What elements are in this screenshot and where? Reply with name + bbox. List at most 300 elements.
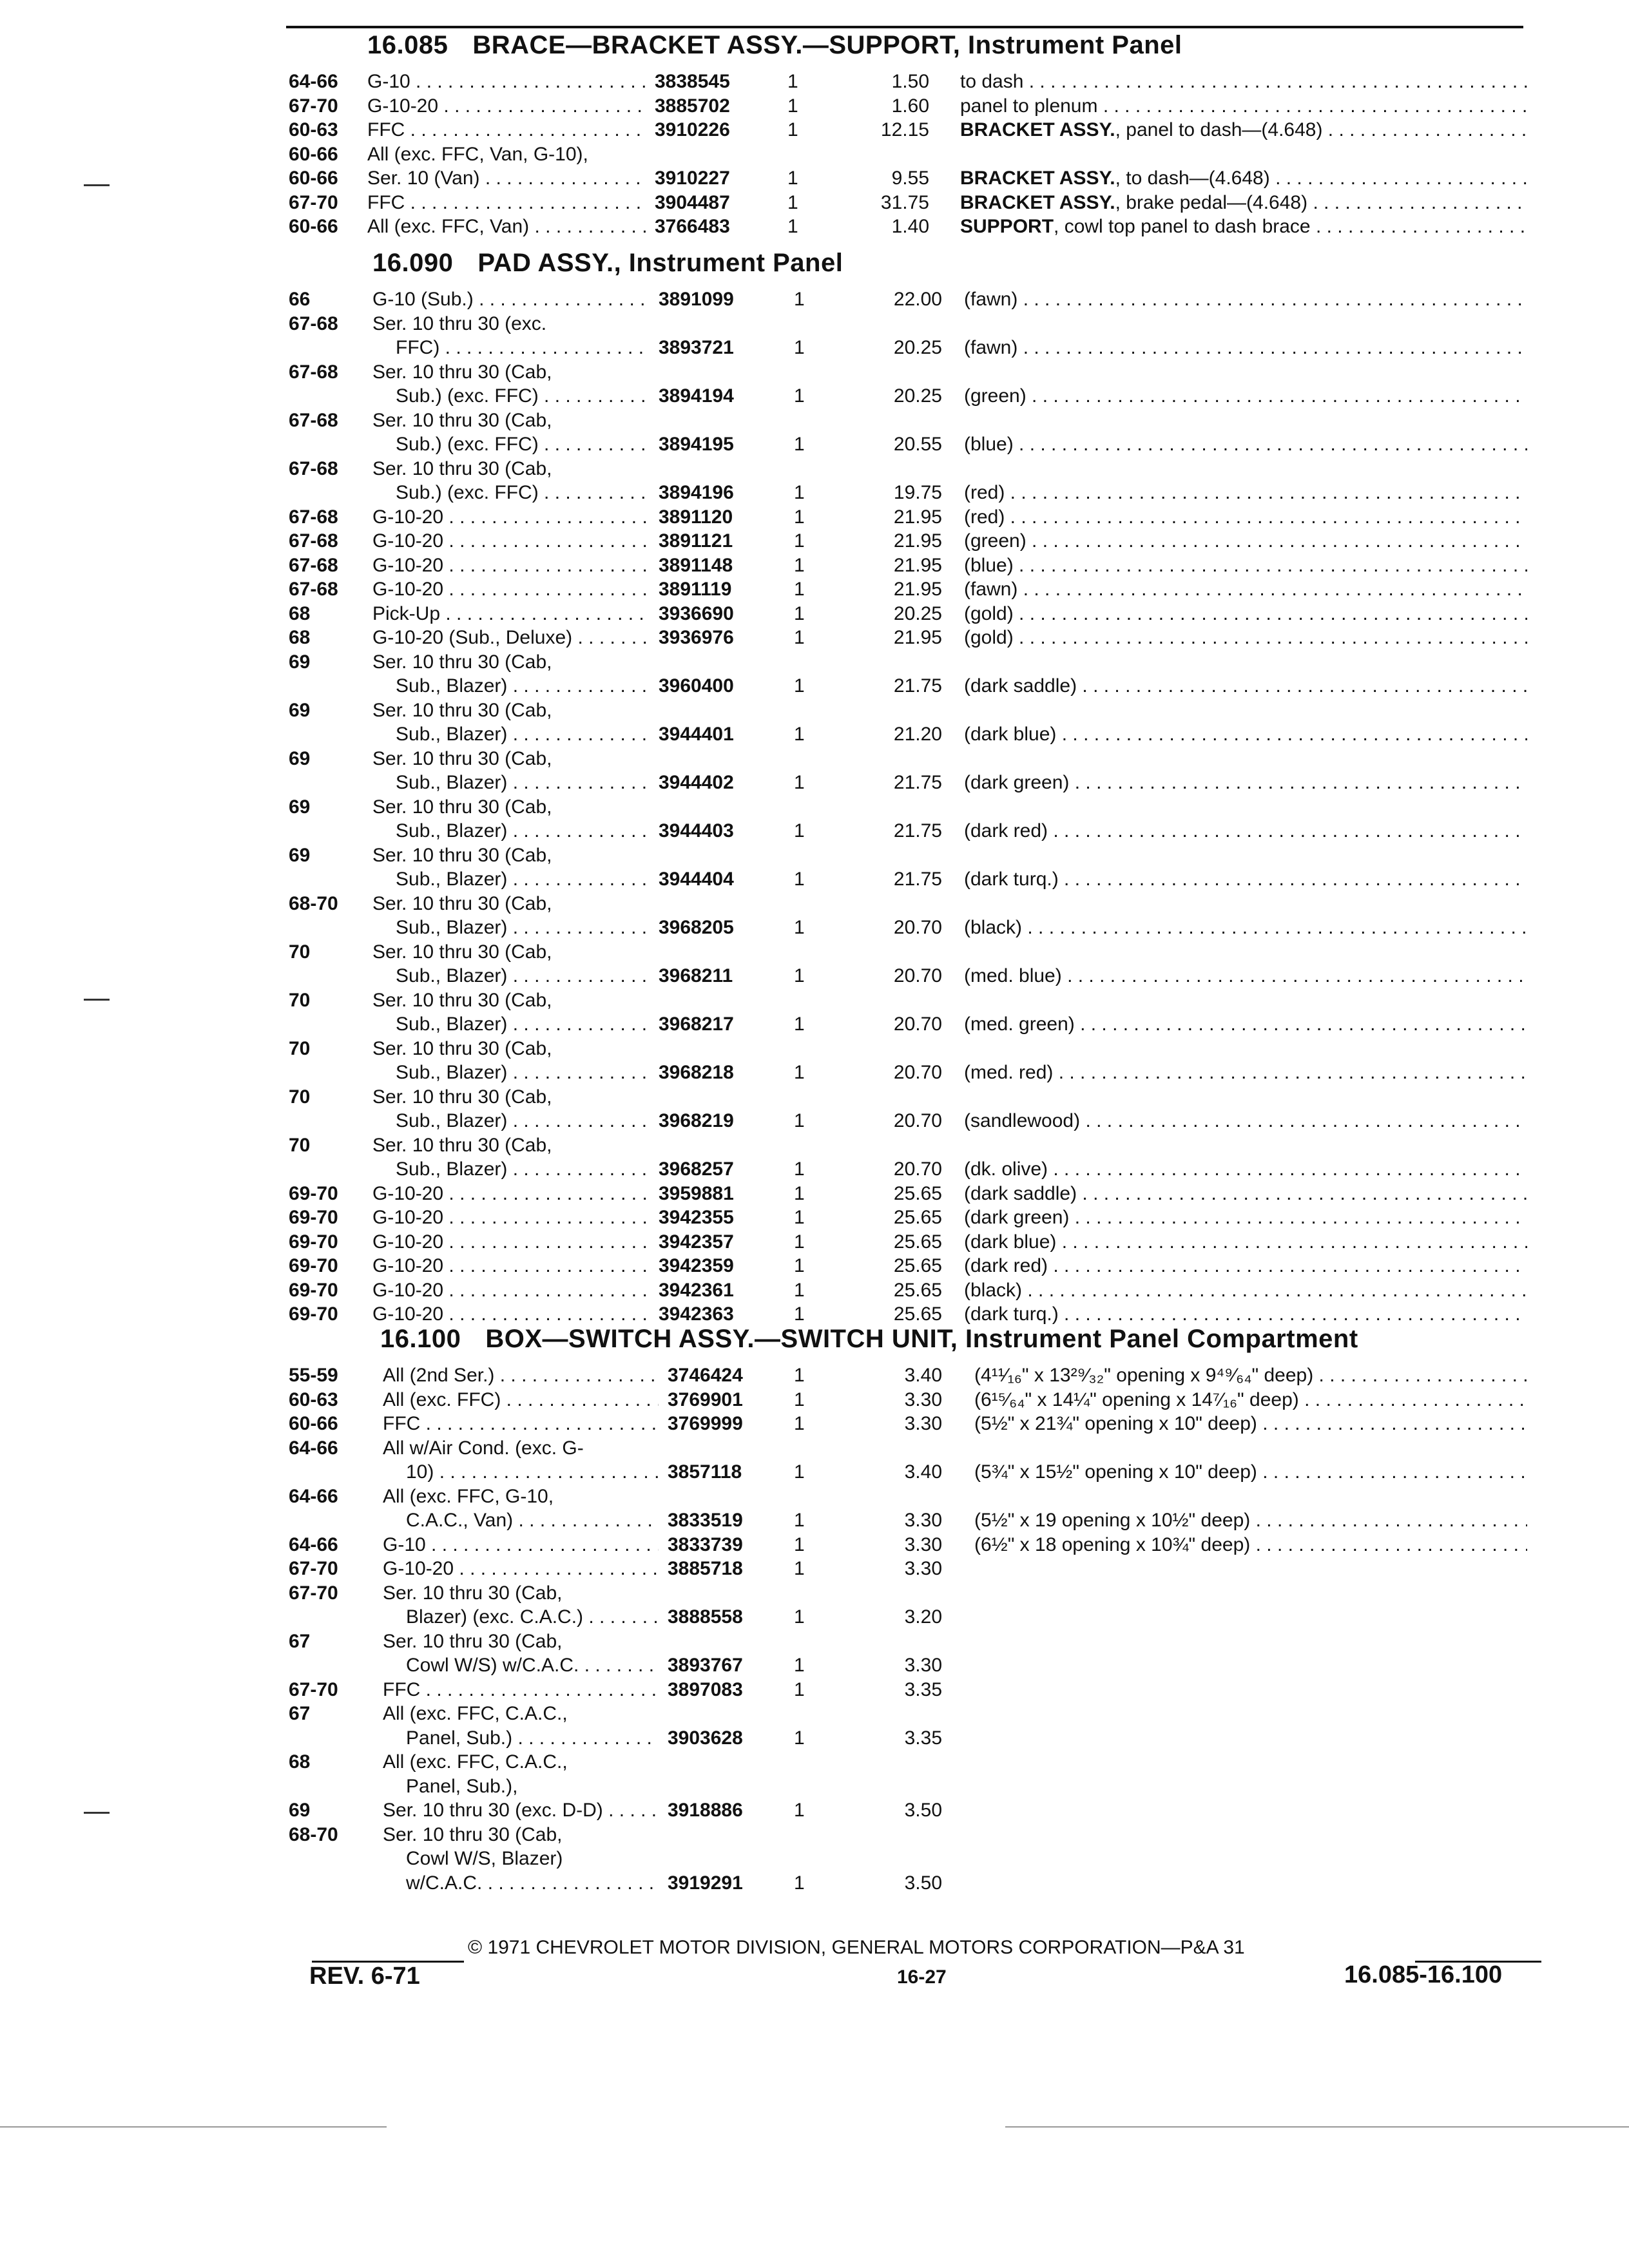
table-row <box>0 1086 1629 1135</box>
year-range: 67-68 <box>289 457 338 479</box>
list-price: 25.65 <box>893 1279 942 1301</box>
model-description: FFC . . . <box>367 192 646 214</box>
table-row <box>0 1582 1629 1631</box>
year-range: 67-68 <box>289 506 338 528</box>
quantity: 1 <box>787 168 798 189</box>
footer-section-range: 16.085-16.100 <box>1344 1961 1503 1988</box>
part-number: 3894194 <box>659 385 734 407</box>
list-price: 20.25 <box>893 602 942 624</box>
table-row <box>0 1231 1629 1256</box>
part-number: 3944403 <box>659 820 734 841</box>
part-number: 3944404 <box>659 869 734 890</box>
model-description: Ser. 10 thru 30 (Cab, <box>372 941 552 963</box>
quantity: 1 <box>794 1558 805 1579</box>
quantity: 1 <box>794 482 805 503</box>
model-description: Pick-Up . . . <box>372 603 650 625</box>
part-description: (dark blue) . . . <box>964 1231 1527 1253</box>
year-range: 60-63 <box>289 1389 338 1410</box>
list-price: 3.50 <box>904 1800 942 1821</box>
table-row <box>0 119 1629 144</box>
table-row <box>0 555 1629 579</box>
list-price: 3.30 <box>904 1533 942 1555</box>
model-description: All (exc. FFC, G-10, <box>383 1485 554 1507</box>
year-range: 69 <box>289 796 311 818</box>
list-price: 12.15 <box>880 119 929 140</box>
quantity: 1 <box>794 289 805 310</box>
year-range: 66 <box>289 289 311 310</box>
quantity: 1 <box>794 820 805 841</box>
quantity: 1 <box>794 1014 805 1035</box>
part-number: 3766483 <box>655 216 730 237</box>
part-number: 3888558 <box>668 1606 743 1628</box>
model-description: All (exc. FFC, C.A.C., <box>383 1751 568 1773</box>
year-range: 67-68 <box>289 312 338 334</box>
table-row <box>0 168 1629 192</box>
year-range: 68-70 <box>289 1823 338 1845</box>
part-description: (dark green) . . . <box>964 772 1527 794</box>
part-number: 3903628 <box>668 1727 743 1749</box>
table-row <box>0 845 1629 893</box>
part-description: (dark blue) . . . <box>964 724 1527 745</box>
year-range: 69 <box>289 1800 311 1821</box>
part-number: 3942355 <box>659 1207 734 1228</box>
model-description-cont: FFC) . . . <box>396 337 650 359</box>
part-number: 3919291 <box>668 1872 743 1894</box>
table-row <box>0 289 1629 313</box>
list-price: 21.95 <box>893 530 942 552</box>
year-range: 64-66 <box>289 1485 338 1507</box>
part-number: 3894195 <box>659 434 734 455</box>
list-price: 25.65 <box>893 1303 942 1325</box>
model-description-cont: Sub., Blazer) . . . <box>396 675 650 697</box>
quantity: 1 <box>787 216 798 237</box>
table-row <box>0 410 1629 458</box>
table-row <box>0 458 1629 506</box>
table-row <box>0 1365 1629 1389</box>
year-range: 60-66 <box>289 1413 338 1434</box>
quantity: 1 <box>794 724 805 745</box>
part-description: (med. blue) . . . <box>964 965 1527 987</box>
model-description: Ser. 10 thru 30 (Cab, <box>372 796 552 818</box>
model-description: FFC . . . <box>383 1413 659 1435</box>
list-price: 20.70 <box>893 1062 942 1083</box>
table-row <box>0 506 1629 531</box>
section-number: 16.090 <box>372 249 454 277</box>
model-description-cont: Cowl W/S, Blazer) <box>406 1848 563 1869</box>
part-number: 3936976 <box>659 627 734 648</box>
list-price: 25.65 <box>893 1231 942 1253</box>
list-price: 3.30 <box>904 1558 942 1579</box>
quantity: 1 <box>787 191 798 213</box>
quantity: 1 <box>794 772 805 793</box>
part-description: SUPPORT, cowl top panel to dash brace . . . <box>960 216 1527 238</box>
quantity: 1 <box>794 530 805 552</box>
part-description: (dark turq.) . . . <box>964 869 1527 890</box>
quantity: 1 <box>794 337 805 358</box>
table-row <box>0 1824 1629 1897</box>
model-description: Ser. 10 thru 30 (Cab, <box>383 1823 563 1845</box>
part-description: (black) . . . <box>964 1280 1527 1302</box>
model-description: Ser. 10 thru 30 (exc. <box>372 312 547 334</box>
list-price: 20.55 <box>893 434 942 455</box>
part-description: (dark red) . . . <box>964 1255 1527 1277</box>
list-price: 3.35 <box>904 1678 942 1700</box>
model-description: Ser. 10 thru 30 (Cab, <box>372 1134 552 1156</box>
model-description: G-10-20 . . . <box>372 530 650 552</box>
part-number: 3968205 <box>659 917 734 938</box>
part-description: (blue) . . . <box>964 555 1527 577</box>
quantity: 1 <box>794 434 805 455</box>
part-number: 3838545 <box>655 71 730 92</box>
model-description-cont: Cowl W/S) w/C.A.C. . . . <box>406 1655 659 1677</box>
model-description: G-10 . . . <box>367 71 646 93</box>
part-description: (dark saddle) . . . <box>964 1183 1527 1205</box>
table-row <box>0 1534 1629 1559</box>
list-price: 20.70 <box>893 1158 942 1180</box>
model-description: Ser. 10 (Van) . . . <box>367 168 646 189</box>
list-price: 20.70 <box>893 965 942 986</box>
part-description: panel to plenum . . . <box>960 95 1527 117</box>
table-row <box>0 893 1629 941</box>
year-range: 64-66 <box>289 1437 338 1459</box>
model-description-cont: Sub., Blazer) . . . <box>396 965 650 987</box>
quantity: 1 <box>794 1533 805 1555</box>
year-range: 69-70 <box>289 1303 338 1325</box>
part-number: 3891148 <box>659 554 733 576</box>
quantity: 1 <box>787 71 798 92</box>
table-row <box>0 95 1629 120</box>
year-range: 69-70 <box>289 1182 338 1204</box>
part-number: 3942357 <box>659 1231 734 1253</box>
model-description-cont: Panel, Sub.), <box>406 1775 518 1797</box>
part-type-label: BRACKET ASSY. <box>960 191 1115 213</box>
part-number: 3942363 <box>659 1303 734 1325</box>
part-number: 3968218 <box>659 1062 734 1083</box>
part-description: (black) . . . <box>964 917 1527 939</box>
model-description-cont: Sub.) (exc. FFC) . . . <box>396 434 650 456</box>
part-number: 3891119 <box>659 579 732 600</box>
model-description: All (exc. FFC, Van, G-10), <box>367 143 588 165</box>
table-row <box>0 941 1629 990</box>
quantity: 1 <box>794 1461 805 1483</box>
year-range: 67-70 <box>289 1678 338 1700</box>
table-row <box>0 1703 1629 1751</box>
quantity: 1 <box>794 1800 805 1821</box>
model-description: All (exc. FFC, Van) . . . <box>367 216 646 238</box>
list-price: 21.20 <box>893 724 942 745</box>
part-number: 3910227 <box>655 168 730 189</box>
part-description: (gold) . . . <box>964 627 1527 649</box>
quantity: 1 <box>794 1655 805 1676</box>
year-range: 67-70 <box>289 1558 338 1579</box>
quantity: 1 <box>794 1365 805 1386</box>
list-price: 1.40 <box>891 216 929 237</box>
footer-page-number: 16-27 <box>897 1966 947 1988</box>
model-description: G-10-20 . . . <box>372 1303 650 1325</box>
list-price: 3.30 <box>904 1389 942 1410</box>
model-description: Ser. 10 thru 30 (Cab, <box>372 989 552 1011</box>
part-description: (dark red) . . . <box>964 820 1527 842</box>
year-range: 67-68 <box>289 579 338 600</box>
model-description-cont: Sub., Blazer) . . . <box>396 1158 650 1180</box>
model-description: Ser. 10 thru 30 (Cab, <box>372 747 552 769</box>
model-description: All w/Air Cond. (exc. G- <box>383 1437 584 1459</box>
part-number: 3769901 <box>668 1389 743 1410</box>
quantity: 1 <box>794 1606 805 1628</box>
model-description-cont: Sub., Blazer) . . . <box>396 724 650 745</box>
year-range: 64-66 <box>289 1533 338 1555</box>
model-description: All (2nd Ser.) . . . <box>383 1365 659 1387</box>
model-description-cont: Sub., Blazer) . . . <box>396 772 650 794</box>
model-description-cont: Panel, Sub.) . . . <box>406 1727 659 1749</box>
table-row <box>0 192 1629 216</box>
list-price: 20.70 <box>893 917 942 938</box>
part-description: (med. green) . . . <box>964 1014 1527 1035</box>
year-range: 67-68 <box>289 554 338 576</box>
quantity: 1 <box>794 1510 805 1531</box>
year-range: 67 <box>289 1630 311 1652</box>
year-range: 68 <box>289 627 311 648</box>
year-range: 69 <box>289 699 311 721</box>
list-price: 25.65 <box>893 1182 942 1204</box>
year-range: 69 <box>289 651 311 673</box>
model-description: G-10 . . . <box>383 1534 659 1556</box>
model-description-cont: Sub., Blazer) . . . <box>396 820 650 842</box>
list-price: 20.70 <box>893 1110 942 1131</box>
year-range: 67-70 <box>289 1582 338 1604</box>
quantity: 1 <box>794 1389 805 1410</box>
model-description-cont: w/C.A.C. . . . <box>406 1872 659 1894</box>
list-price: 31.75 <box>880 191 929 213</box>
model-description-cont: Sub.) (exc. FFC) . . . <box>396 385 650 407</box>
quantity: 1 <box>794 1182 805 1204</box>
part-description: (red) . . . <box>964 506 1527 528</box>
model-description: G-10-20 . . . <box>372 1280 650 1302</box>
model-description: Ser. 10 thru 30 (Cab, <box>372 457 552 479</box>
year-range: 69-70 <box>289 1279 338 1301</box>
model-description: Ser. 10 thru 30 (Cab, <box>372 409 552 431</box>
part-description: (5¾" x 15½" opening x 10" deep) . . . <box>974 1461 1527 1483</box>
part-number: 3769999 <box>668 1413 743 1434</box>
part-description: BRACKET ASSY., to dash—(4.648) . . . <box>960 168 1527 189</box>
quantity: 1 <box>794 1678 805 1700</box>
quantity: 1 <box>794 1255 805 1276</box>
part-number: 3746424 <box>668 1365 743 1386</box>
table-row <box>0 1631 1629 1679</box>
section-title <box>380 1325 1358 1354</box>
quantity: 1 <box>794 1207 805 1228</box>
list-price: 25.65 <box>893 1255 942 1276</box>
quantity: 1 <box>794 1872 805 1894</box>
table-row <box>0 1486 1629 1534</box>
model-description: G-10-20 . . . <box>372 1255 650 1277</box>
section-name: BOX—SWITCH ASSY.—SWITCH UNIT, Instrument Panel Compartment <box>485 1325 1358 1353</box>
year-range: 70 <box>289 1037 311 1059</box>
table-row <box>0 144 1629 168</box>
table-row <box>0 530 1629 555</box>
table-row <box>0 71 1629 95</box>
part-description: (dark saddle) . . . <box>964 675 1527 697</box>
table-row <box>0 313 1629 361</box>
list-price: 19.75 <box>893 482 942 503</box>
list-price: 3.30 <box>904 1655 942 1676</box>
year-range: 60-66 <box>289 216 338 237</box>
model-description: Ser. 10 thru 30 (Cab, <box>383 1582 563 1604</box>
list-price: 21.75 <box>893 820 942 841</box>
part-number: 3944402 <box>659 772 734 793</box>
part-number: 3942361 <box>659 1279 734 1301</box>
table-row <box>0 579 1629 603</box>
table-row <box>0 1389 1629 1414</box>
model-description-cont: 10) . . . <box>406 1461 659 1483</box>
section-title <box>367 31 1182 60</box>
list-price: 9.55 <box>891 168 929 189</box>
year-range: 67 <box>289 1703 311 1724</box>
part-number: 3893767 <box>668 1655 743 1676</box>
part-number: 3894196 <box>659 482 734 503</box>
model-description-cont: Sub.) (exc. FFC) . . . <box>396 482 650 504</box>
part-type-label: BRACKET ASSY. <box>960 168 1115 189</box>
list-price: 22.00 <box>893 289 942 310</box>
part-number: 3910226 <box>655 119 730 140</box>
model-description: G-10-20 . . . <box>372 1183 650 1205</box>
model-description-cont: Blazer) (exc. C.A.C.) . . . <box>406 1606 659 1628</box>
part-number: 3885718 <box>668 1558 743 1579</box>
quantity: 1 <box>794 675 805 697</box>
year-range: 69-70 <box>289 1231 338 1253</box>
list-price: 21.75 <box>893 772 942 793</box>
model-description: G-10-20 . . . <box>372 579 650 601</box>
part-description: (dark green) . . . <box>964 1207 1527 1229</box>
part-number: 3944401 <box>659 724 734 745</box>
list-price: 3.40 <box>904 1365 942 1386</box>
margin-mark <box>84 1812 110 1814</box>
table-row <box>0 990 1629 1038</box>
table-row <box>0 627 1629 651</box>
list-price: 3.35 <box>904 1727 942 1749</box>
list-price: 21.75 <box>893 675 942 697</box>
table-row <box>0 1255 1629 1280</box>
model-description: All (exc. FFC, C.A.C., <box>383 1703 568 1724</box>
quantity: 1 <box>794 1279 805 1301</box>
part-number: 3936690 <box>659 602 734 624</box>
model-description: Ser. 10 thru 30 (Cab, <box>383 1630 563 1652</box>
quantity: 1 <box>787 95 798 117</box>
quantity: 1 <box>794 506 805 528</box>
quantity: 1 <box>794 1062 805 1083</box>
table-row <box>0 1800 1629 1824</box>
part-description: to dash . . . <box>960 71 1527 93</box>
year-range: 69-70 <box>289 1207 338 1228</box>
section-name: PAD ASSY., Instrument Panel <box>477 249 843 277</box>
model-description: Ser. 10 thru 30 (Cab, <box>372 699 552 721</box>
year-range: 64-66 <box>289 71 338 92</box>
quantity: 1 <box>794 627 805 648</box>
margin-mark <box>84 184 110 186</box>
table-row <box>0 700 1629 748</box>
quantity: 1 <box>794 917 805 938</box>
model-description-cont: Sub., Blazer) . . . <box>396 1062 650 1084</box>
list-price: 21.95 <box>893 506 942 528</box>
year-range: 70 <box>289 1086 311 1108</box>
part-number: 3968211 <box>659 965 733 986</box>
model-description: G-10 (Sub.) . . . <box>372 289 650 311</box>
part-description: BRACKET ASSY., panel to dash—(4.648) . . . <box>960 119 1527 141</box>
part-description: BRACKET ASSY., brake pedal—(4.648) . . . <box>960 192 1527 214</box>
part-number: 3904487 <box>655 191 730 213</box>
part-number: 3893721 <box>659 337 734 358</box>
table-row <box>0 796 1629 845</box>
table-row <box>0 1558 1629 1582</box>
table-row <box>0 1303 1629 1328</box>
quantity: 1 <box>794 1231 805 1253</box>
quantity: 1 <box>787 119 798 140</box>
year-range: 70 <box>289 941 311 963</box>
quantity: 1 <box>794 579 805 600</box>
list-price: 3.30 <box>904 1510 942 1531</box>
part-number: 3942359 <box>659 1255 734 1276</box>
part-description: (6½" x 18 opening x 10¾" deep) . . . <box>974 1534 1527 1556</box>
year-range: 70 <box>289 1134 311 1156</box>
year-range: 67-70 <box>289 95 338 117</box>
model-description: G-10-20 . . . <box>372 506 650 528</box>
part-number: 3918886 <box>668 1800 743 1821</box>
part-description: (gold) . . . <box>964 603 1527 625</box>
footer-revision: REV. 6-71 <box>309 1963 420 1990</box>
part-number: 3968219 <box>659 1110 734 1131</box>
part-number: 3833739 <box>668 1533 743 1555</box>
model-description-cont: Sub., Blazer) . . . <box>396 1110 650 1132</box>
year-range: 67-70 <box>289 191 338 213</box>
table-row <box>0 1679 1629 1704</box>
part-number: 3897083 <box>668 1678 743 1700</box>
part-description: (5½" x 19 opening x 10½" deep) . . . <box>974 1510 1527 1532</box>
quantity: 1 <box>794 385 805 407</box>
model-description: G-10-20 . . . <box>367 95 646 117</box>
table-row <box>0 1207 1629 1231</box>
model-description-cont: Sub., Blazer) . . . <box>396 1014 650 1035</box>
quantity: 1 <box>794 554 805 576</box>
part-description: (red) . . . <box>964 482 1527 504</box>
part-description: (dark turq.) . . . <box>964 1303 1527 1325</box>
part-number: 3891120 <box>659 506 733 528</box>
year-range: 69-70 <box>289 1255 338 1276</box>
model-description: Ser. 10 thru 30 (Cab, <box>372 892 552 914</box>
part-description: (fawn) . . . <box>964 337 1527 359</box>
list-price: 20.70 <box>893 1014 942 1035</box>
list-price: 21.95 <box>893 579 942 600</box>
list-price: 20.25 <box>893 337 942 358</box>
list-price: 20.25 <box>893 385 942 407</box>
part-description: (fawn) . . . <box>964 579 1527 601</box>
model-description-cont: Sub., Blazer) . . . <box>396 917 650 939</box>
year-range: 67-68 <box>289 530 338 552</box>
table-row <box>0 748 1629 796</box>
scan-artifact <box>0 2126 387 2128</box>
table-row <box>0 603 1629 628</box>
section-title <box>372 249 843 278</box>
table-row <box>0 361 1629 410</box>
part-type-label: SUPPORT <box>960 216 1054 237</box>
part-number: 3959881 <box>659 1182 734 1204</box>
model-description: G-10-20 . . . <box>372 1231 650 1253</box>
quantity: 1 <box>794 1158 805 1180</box>
part-number: 3968257 <box>659 1158 734 1180</box>
table-row <box>0 1751 1629 1800</box>
year-range: 60-66 <box>289 143 338 165</box>
part-description: (green) . . . <box>964 385 1527 407</box>
part-number: 3857118 <box>668 1461 742 1483</box>
